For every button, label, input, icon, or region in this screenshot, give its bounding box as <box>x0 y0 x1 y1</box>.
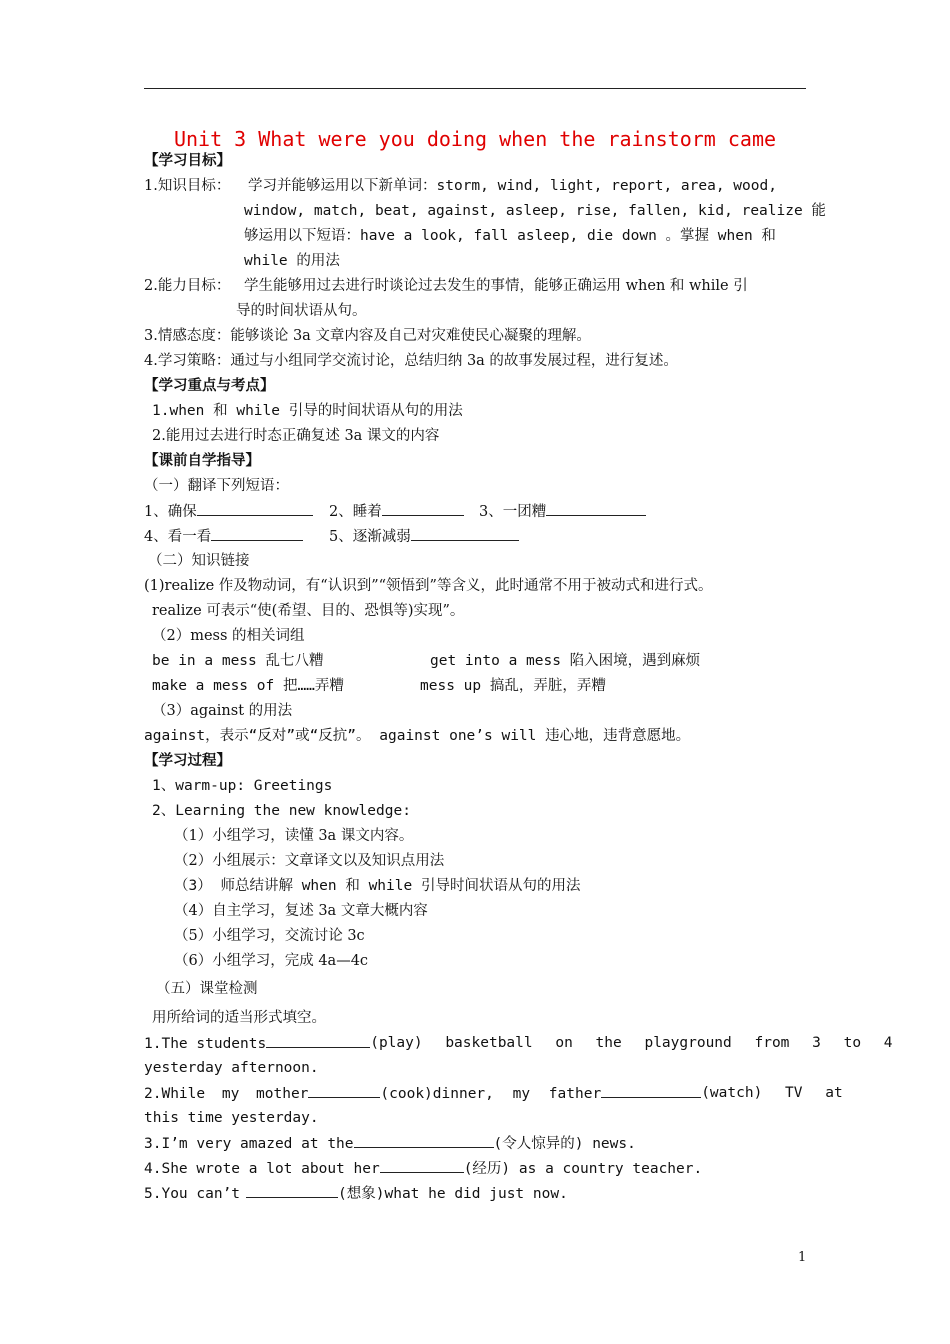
preview-part-2-title: （二）知识链接 <box>148 553 250 569</box>
goal-1-line-1: 学习并能够运用以下新单词：storm, wind, light, report, area, wood, <box>248 178 777 194</box>
blank-4[interactable] <box>211 526 303 541</box>
preview-part-1-title: （一）翻译下列短语： <box>144 478 289 494</box>
question-1-stem: 1.The students <box>144 1036 267 1052</box>
process-step-2: 2、Learning the new knowledge: <box>152 803 411 819</box>
goal-2-line-2: 导的时间状语从句。 <box>236 303 367 319</box>
translate-item-2 <box>329 501 464 522</box>
goal-1-line-3: 够运用以下短语：have a look, fall asleep, die down 。掌握 when 和 <box>244 228 776 244</box>
question-4-rest: (经历) as a country teacher. <box>463 1161 703 1177</box>
process-item-2: （2）小组展示：文章译文以及知识点用法 <box>174 853 445 869</box>
goal-1-line-2: window, match, beat, against, asleep, rise, fallen, kid, realize 能 <box>244 203 826 219</box>
goal-1-label: 1.知识目标： <box>144 178 231 194</box>
header-rule <box>144 88 806 89</box>
question-1-line-1 <box>144 1033 893 1054</box>
process-item-1: （1）小组学习，读懂 3a 课文内容。 <box>174 828 414 844</box>
focus-2: 2.能用过去进行时态正确复述 3a 课文的内容 <box>152 428 440 444</box>
process-step-1: 1、warm-up: Greetings <box>152 778 333 794</box>
mess-phrase-4: mess up 搞乱，弄脏，弄糟 <box>420 678 606 694</box>
process-item-3: （3） 师总结讲解 when 和 while 引导时间状语从句的用法 <box>174 878 581 894</box>
translate-item-1 <box>144 501 313 522</box>
goal-2-line-1: 学生能够用过去进行时谈论过去发生的事情，能够正确运用 when 和 while 引 <box>244 278 748 294</box>
question-1-rest: (play) basketball on the playground from 3 to 4 <box>370 1035 893 1051</box>
question-3-blank[interactable] <box>354 1133 494 1148</box>
blank-1[interactable] <box>197 501 313 516</box>
question-3 <box>144 1133 636 1154</box>
goal-3: 3.情感态度：能够谈论 3a 文章内容及自己对灾难使民心凝聚的理解。 <box>144 328 591 344</box>
process-item-6: （6）小组学习，完成 4a—4c <box>174 953 369 969</box>
question-2-part-b <box>380 1083 701 1104</box>
knowledge-3-text: against，表示“反对”或“反抗”。 against one’s will 违心地，违背意愿地。 <box>144 728 691 744</box>
knowledge-3-title: （3）against 的用法 <box>152 703 293 719</box>
section-heading-preview: 【课前自学指导】 <box>144 452 260 469</box>
blank-5[interactable] <box>411 526 519 541</box>
section-heading-focus: 【学习重点与考点】 <box>144 377 275 394</box>
question-4 <box>144 1158 702 1179</box>
question-5 <box>144 1183 568 1204</box>
page-title: Unit 3 What were you doing when the rainstorm came <box>173 127 777 151</box>
section-heading-goals: 【学习目标】 <box>144 152 231 169</box>
translate-item-4-label: 4、看一看 <box>144 529 212 545</box>
question-1-prefix <box>144 1033 370 1054</box>
question-3-rest: (令人惊异的) news. <box>493 1136 636 1152</box>
question-3-stem: 3.I’m very amazed at the <box>144 1136 354 1152</box>
question-2-part-a <box>144 1083 380 1104</box>
focus-1: 1.when 和 while 引导的时间状语从句的用法 <box>152 403 463 419</box>
question-2-line-1 <box>144 1083 843 1104</box>
goal-2-label: 2.能力目标： <box>144 278 231 294</box>
question-5-rest: (想象)what he did just now. <box>338 1186 568 1202</box>
translate-item-5 <box>329 526 519 547</box>
page-number: 1 <box>798 1250 807 1265</box>
mess-phrase-1: be in a mess 乱七八糟 <box>152 653 324 669</box>
question-2-middle: (cook)dinner, my father <box>380 1086 602 1102</box>
question-5-blank[interactable] <box>246 1183 338 1198</box>
question-4-blank[interactable] <box>380 1158 464 1173</box>
question-2-blank-2[interactable] <box>601 1083 701 1098</box>
goal-4: 4.学习策略：通过与小组同学交流讨论，总结归纳 3a 的故事发展过程，进行复述。 <box>144 353 678 369</box>
translate-item-5-label: 5、逐渐减弱 <box>329 529 411 545</box>
question-4-stem: 4.She wrote a lot about her <box>144 1161 380 1177</box>
mess-phrase-2: get into a mess 陷入困境，遇到麻烦 <box>430 653 701 669</box>
translate-item-2-label: 2、睡着 <box>329 504 382 520</box>
test-title: （五）课堂检测 <box>156 981 258 997</box>
blank-2[interactable] <box>382 501 464 516</box>
blank-3[interactable] <box>546 501 646 516</box>
translate-item-3-label: 3、一团糟 <box>479 504 547 520</box>
process-item-5: （5）小组学习，交流讨论 3c <box>174 928 365 944</box>
question-2-blank-1[interactable] <box>308 1083 380 1098</box>
test-instruction: 用所给词的适当形式填空。 <box>152 1010 326 1026</box>
question-5-stem: 5.You can’t <box>144 1186 241 1202</box>
question-2-stem: 2.While my mother <box>144 1086 309 1102</box>
translate-item-1-label: 1、确保 <box>144 504 197 520</box>
mess-phrase-3: make a mess of 把……弄糟 <box>152 678 344 694</box>
goal-1-line-4: while 的用法 <box>244 253 340 269</box>
question-2-line-2: this time yesterday. <box>144 1110 319 1126</box>
process-item-4: （4）自主学习，复述 3a 文章大概内容 <box>174 903 428 919</box>
knowledge-1-line-2: realize 可表示“使(希望、目的、恐惧等)实现”。 <box>152 603 465 619</box>
section-heading-process: 【学习过程】 <box>144 752 231 769</box>
question-1-line-2: yesterday afternoon. <box>144 1060 319 1076</box>
knowledge-2-title: （2）mess 的相关词组 <box>152 628 305 644</box>
knowledge-1-line-1: (1)realize 作及物动词，有“认识到”“领悟到”等含义，此时通常不用于被动式和进行式。 <box>144 578 713 594</box>
translate-item-3 <box>479 501 646 522</box>
translate-item-4 <box>144 526 303 547</box>
question-1-blank[interactable] <box>266 1033 370 1048</box>
question-2-rest: (watch) TV at <box>701 1085 843 1101</box>
